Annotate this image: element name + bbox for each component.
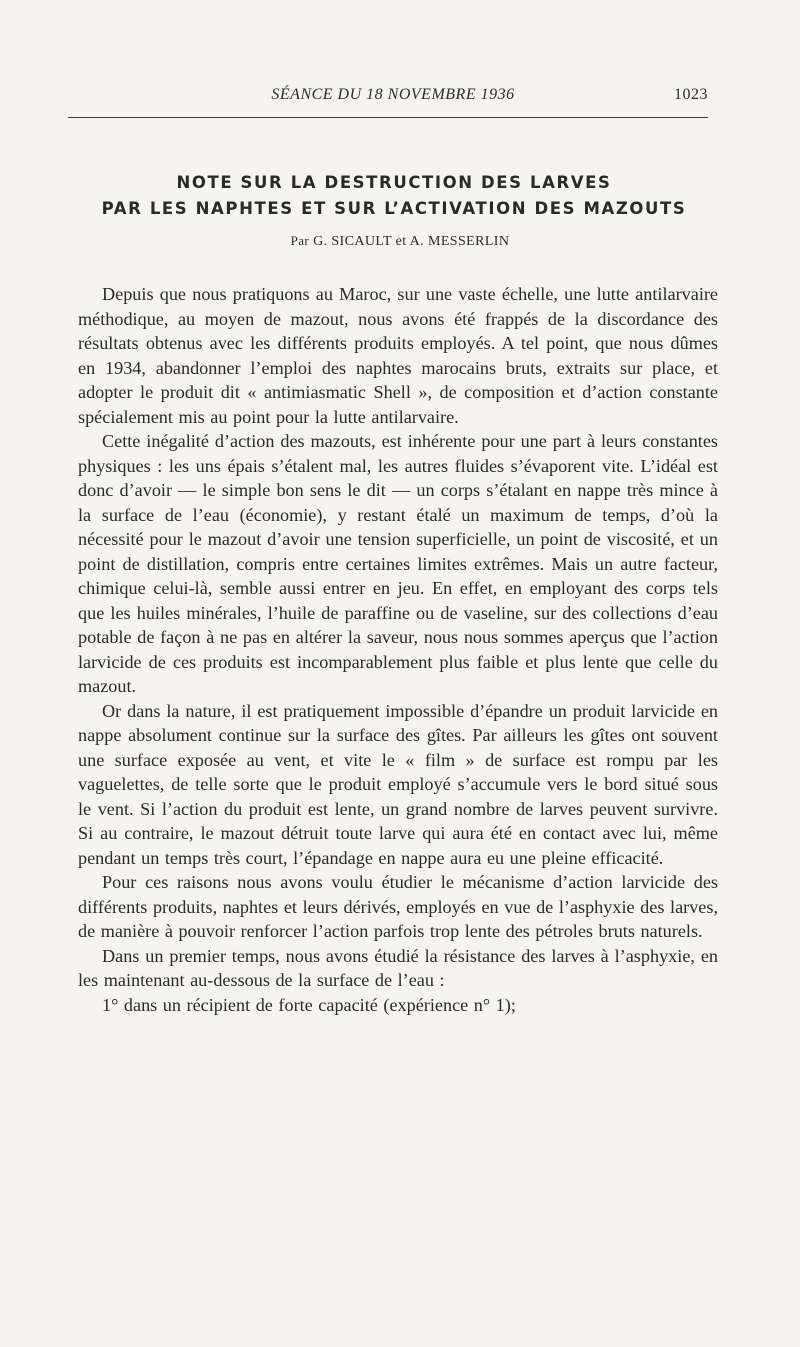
article-title-line-2: PAR LES NAPHTES ET SUR L’ACTIVATION DES MAZOUTS — [101, 199, 687, 218]
paragraph: Cette inégalité d’action des mazouts, est inhérente pour une part à leurs constantes physiques : les uns épais s’étalent mal, les autres fluides s’évaporent vite. L’idéal est donc d’avoir — le simple bon sens le dit — un corps s’étalant en nappe très mince à la surface de l’eau (économie), y restant étalé un maximum de temps, d’où la nécessité pour le mazout d’avoir une tension superficielle, un point de viscosité, et un point de distillation, compris entre certaines limites extrêmes. Mais un autre facteur, chimique celui-là, semble aussi entrer en jeu. En effet, en employant des corps tels que les huiles minérales, l’huile de paraffine ou de vaseline, sur des collections d’eau potable de façon à ne pas en altérer la saveur, nous nous sommes aperçus que l’action larvicide de ces produits est incomparablement plus faible et plus lente que celle du mazout. — [78, 431, 718, 696]
page-number: 1023 — [674, 86, 708, 103]
article-body — [78, 282, 718, 1017]
paragraph: 1° dans un récipient de forte capacité (expérience n° 1); — [102, 994, 516, 1015]
byline-prefix: Par — [290, 233, 310, 248]
running-title: SÉANCE DU 18 NOVEMBRE 1936 — [271, 86, 515, 103]
article-title-line-1: NOTE SUR LA DESTRUCTION DES LARVES — [176, 173, 612, 192]
paragraph: Dans un premier temps, nous avons étudié la résistance des larves à l’asphyxie, en les maintenant au-dessous de la surface de l’eau : — [78, 945, 718, 990]
article-title — [40, 170, 748, 222]
byline-authors: G. SICAULT et A. MESSERLIN — [313, 234, 510, 249]
byline — [0, 233, 800, 250]
paragraph: Or dans la nature, il est pratiquement impossible d’épandre un produit larvicide en nappe absolument continue sur la surface des gîtes. Par ailleurs les gîtes ont souvent une surface exposée au vent, et vite le « film » de surface est rompu par les vaguelettes, de telle sorte que le produit employé s’accumule vers le bord situé sous le vent. Si l’action du produit est lente, un grand nombre de larves peuvent survivre. Si au contraire, le mazout détruit toute larve qui aura été en contact avec lui, même pendant un temps très court, l’épandage en nappe aura eu une pleine efficacité. — [78, 700, 718, 868]
header-rule — [68, 117, 708, 118]
paragraph: Pour ces raisons nous avons voulu étudier le mécanisme d’action larvicide des différents produits, naphtes et leurs dérivés, employés en vue de l’asphyxie des larves, de manière à pouvoir renforcer l’action parfois trop lente des pétroles bruts naturels. — [78, 872, 718, 941]
paragraph: Depuis que nous pratiquons au Maroc, sur une vaste échelle, une lutte antilarvaire méthodique, au moyen de mazout, nous avons été frappés de la discordance des résultats obtenus avec les différents produits employés. A tel point, que nous dûmes en 1934, abandonner l’emploi des naphtes marocains bruts, extraits sur place, et adopter le produit dit « antimiasmatic Shell », de composition et d’action constante spécialement mis au point pour la lutte antilarvaire. — [78, 284, 718, 427]
running-head — [78, 86, 708, 110]
